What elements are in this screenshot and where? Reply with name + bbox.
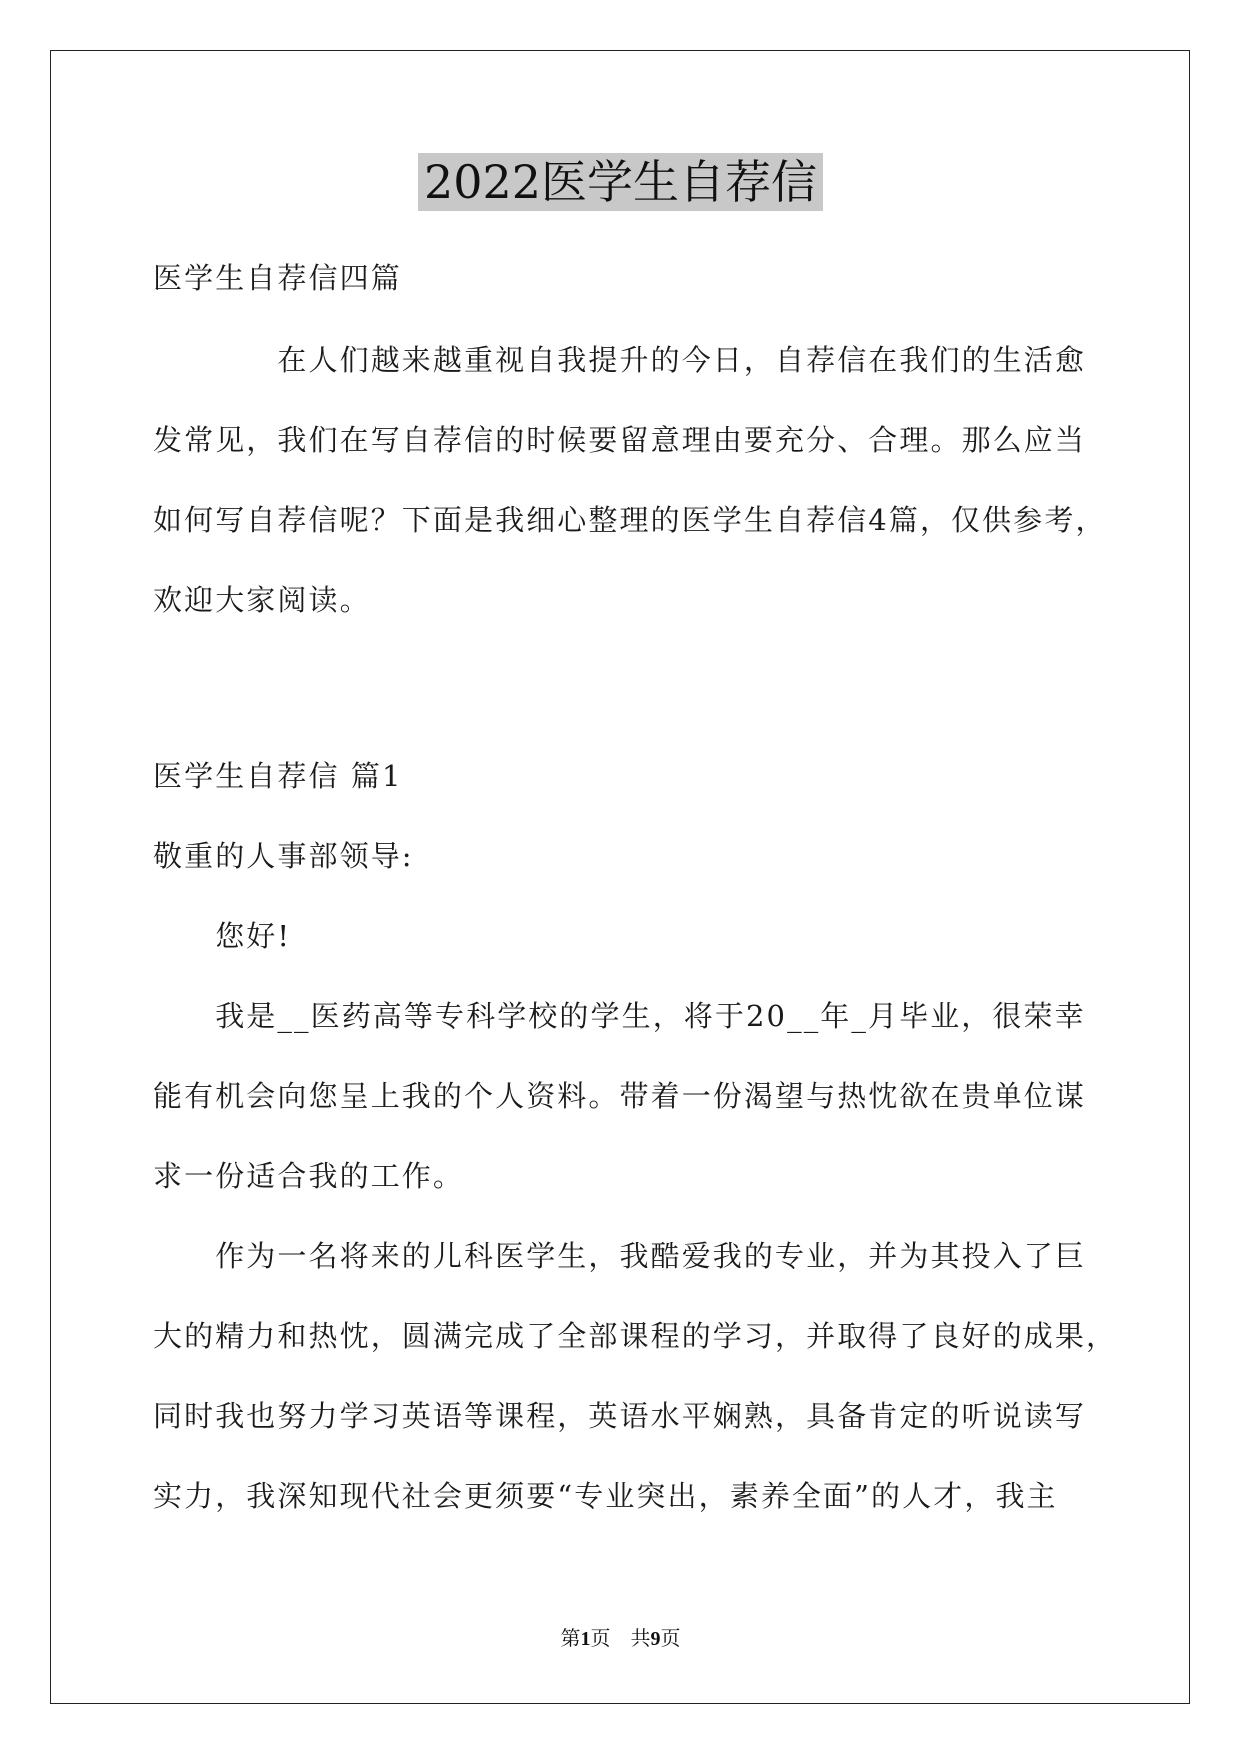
text-line-6: 医学生自荐信 篇1 (153, 759, 403, 793)
document-title (0, 150, 1241, 214)
text-line-3: 发常见，我们在写自荐信的时候要留意理由要充分、合理。那么应当 (153, 423, 1087, 457)
text-line-9: 我是__医药高等专科学校的学生，将于20__年_月毕业，很荣幸 (153, 999, 1086, 1033)
footer-page-current: 1 (580, 1628, 591, 1650)
page-footer (0, 1622, 1241, 1651)
text-line-13: 大的精力和热忱，圆满完成了全部课程的学习，并取得了良好的成果， (153, 1319, 1118, 1353)
text-line-1: 医学生自荐信四篇 (153, 261, 402, 295)
text-line-15: 实力，我深知现代社会更须要“专业突出，素养全面”的人才，我主 (153, 1479, 1058, 1513)
footer-page-suffix: 页 (660, 1628, 681, 1650)
text-line-5: 欢迎大家阅读。 (153, 583, 371, 617)
footer-page-prefix: 第 (560, 1628, 581, 1650)
text-line-12: 作为一名将来的儿科医学生，我酷爱我的专业，并为其投入了巨 (153, 1239, 1087, 1273)
text-line-11: 求一份适合我的工作。 (153, 1159, 465, 1193)
footer-page-mid: 页 共 (590, 1628, 651, 1650)
footer-page-total: 9 (650, 1628, 661, 1650)
document-title-text: 2022医学生自荐信 (418, 153, 823, 211)
text-line-2: 在人们越来越重视自我提升的今日，自荐信在我们的生活愈 (153, 343, 1087, 377)
page-border (50, 50, 1190, 1704)
text-line-10: 能有机会向您呈上我的个人资料。带着一份渴望与热忱欲在贵单位谋 (153, 1079, 1087, 1113)
text-line-7: 敬重的人事部领导: (153, 839, 414, 873)
text-line-4: 如何写自荐信呢？下面是我细心整理的医学生自荐信4篇，仅供参考， (153, 503, 1107, 537)
text-line-14: 同时我也努力学习英语等课程，英语水平娴熟，具备肯定的听说读写 (153, 1399, 1087, 1433)
text-line-8: 您好! (153, 919, 292, 953)
